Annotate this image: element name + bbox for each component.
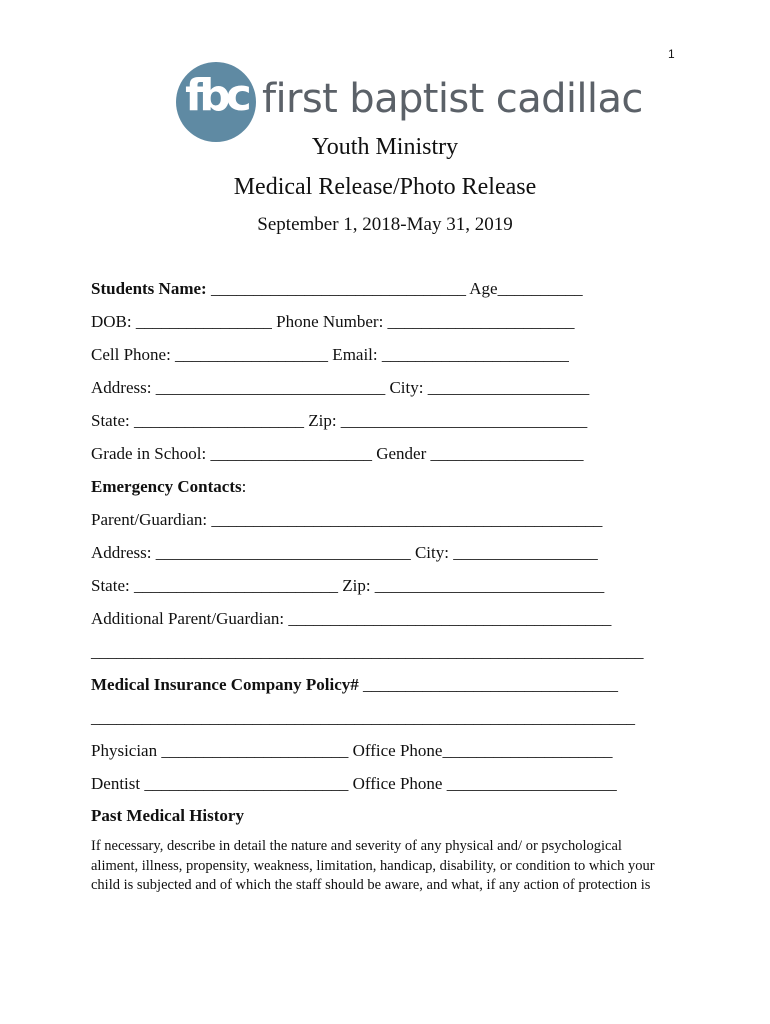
emergency-colon: : bbox=[241, 477, 247, 496]
insurance-label: Medical Insurance Company Policy# bbox=[91, 675, 359, 694]
emergency-address-line[interactable]: Address: ______________________________ City: _________________ bbox=[91, 543, 598, 562]
paragraph-line: child is subjected and of which the staff should be aware, and what, if any action of protection is bbox=[91, 877, 651, 893]
paragraph-line: aliment, illness, propensity, weakness, limitation, handicap, disability, or condition to which your bbox=[91, 857, 655, 874]
title-release: Medical Release/Photo Release bbox=[233, 174, 537, 200]
emergency-state-zip-line[interactable]: State: ________________________ Zip: ___________________________ bbox=[91, 576, 605, 595]
address-city-line[interactable]: Address: ___________________________ City: ___________________ bbox=[91, 378, 590, 397]
dob-phone-line[interactable]: DOB: ________________ Phone Number: ______________________ bbox=[91, 312, 575, 331]
state-zip-line[interactable]: State: ____________________ Zip: _____________________________ bbox=[91, 411, 588, 430]
students-name-field[interactable]: ______________________________ Age__________ bbox=[206, 279, 583, 298]
dentist-line[interactable]: Dentist ________________________ Office Phone ____________________ bbox=[91, 774, 617, 793]
students-name-label: Students Name: bbox=[91, 279, 207, 298]
past-medical-history-heading: Past Medical History bbox=[91, 806, 244, 825]
students-name-line bbox=[91, 279, 583, 299]
parent-guardian-line[interactable]: Parent/Guardian: ______________________________________________ bbox=[91, 510, 603, 529]
additional-parent-blank-line[interactable]: _________________________________________________________________ bbox=[91, 642, 644, 661]
insurance-blank-line[interactable]: ________________________________________________________________ bbox=[91, 708, 635, 727]
title-youth-ministry: Youth Ministry bbox=[311, 134, 459, 160]
logo-wordmark: first baptist cadillac bbox=[262, 76, 643, 122]
physician-line[interactable]: Physician ______________________ Office Phone____________________ bbox=[91, 741, 613, 760]
page-number: 1 bbox=[668, 47, 675, 61]
title-date-range: September 1, 2018-May 31, 2019 bbox=[257, 214, 513, 235]
paragraph-line: If necessary, describe in detail the nature and severity of any physical and/ or psychological bbox=[91, 838, 622, 854]
insurance-field[interactable]: ______________________________ bbox=[358, 675, 618, 694]
insurance-line bbox=[91, 675, 618, 695]
emergency-contacts-label: Emergency Contacts bbox=[91, 477, 242, 496]
medical-history-paragraph bbox=[91, 837, 691, 896]
logo-mark-text: fbc bbox=[185, 70, 247, 121]
additional-parent-line[interactable]: Additional Parent/Guardian: ______________________________________ bbox=[91, 609, 612, 628]
emergency-contacts-heading bbox=[91, 477, 246, 497]
church-logo bbox=[176, 62, 643, 142]
cell-email-line[interactable]: Cell Phone: __________________ Email: ______________________ bbox=[91, 345, 569, 364]
grade-gender-line[interactable]: Grade in School: ___________________ Gender __________________ bbox=[91, 444, 584, 463]
logo-mark bbox=[176, 62, 256, 142]
